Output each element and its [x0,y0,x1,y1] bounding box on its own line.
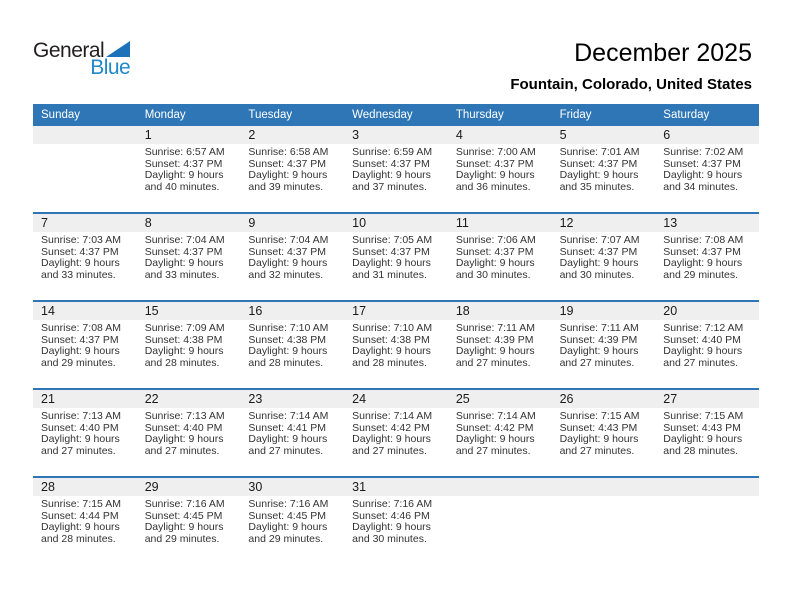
logo-triangle-icon [106,41,130,57]
day-number-18: 18 [455,304,470,318]
day-number-15: 15 [144,304,159,318]
day-info-line: Sunset: 4:45 PM [248,509,327,522]
day-cell-7 [33,232,137,300]
day-info-line: and 37 minutes. [352,180,427,193]
day-cell-5 [552,144,656,212]
day-info-line: Sunset: 4:37 PM [144,245,223,258]
day-info-line: and 27 minutes. [455,444,531,457]
day-info-line: Sunrise: 7:10 AM [248,322,329,334]
day-info-line: Daylight: 9 hours [41,345,120,358]
day-info-line: Sunrise: 7:16 AM [352,498,433,510]
day-cell-1 [137,144,241,212]
day-cell-19 [552,320,656,388]
logo-text-general: General [33,39,105,62]
day-info-line: Sunrise: 7:15 AM [559,410,640,422]
day-cell-30 [240,496,344,564]
day-info-line: and 29 minutes. [41,356,116,369]
day-info-line: Sunset: 4:37 PM [663,245,741,258]
day-info-line: Sunset: 4:42 PM [352,421,430,434]
day-number-band [33,478,759,496]
day-info-line: Sunrise: 7:16 AM [144,498,225,510]
logo-text-blue: Blue [90,56,131,79]
day-info-line: Sunrise: 7:05 AM [352,234,433,246]
day-info-line: Daylight: 9 hours [352,521,431,534]
day-info-line: Daylight: 9 hours [144,433,224,446]
day-info-line: Daylight: 9 hours [352,169,431,182]
day-cell-9 [240,232,344,300]
day-number-29: 29 [144,480,159,494]
day-number-19: 19 [559,304,574,318]
day-info-line: and 27 minutes. [41,444,116,457]
day-info-line: Sunrise: 7:04 AM [144,234,225,246]
day-info-line: and 28 minutes. [352,356,427,369]
day-info-line: Sunset: 4:37 PM [41,333,119,346]
day-cell-31 [344,496,448,564]
page-title: December 2025 [574,39,752,67]
week-body [33,496,759,564]
day-cell-17 [344,320,448,388]
weekday-header-wednesday: Wednesday [352,109,413,121]
day-cell-15 [137,320,241,388]
day-info-line: and 36 minutes. [455,180,531,193]
day-cell-28 [33,496,137,564]
day-number-30: 30 [248,480,263,494]
day-info-line: Daylight: 9 hours [455,257,535,270]
day-number-26: 26 [559,392,574,406]
day-info-line: Daylight: 9 hours [144,521,224,534]
day-number-13: 13 [663,216,678,230]
day-number-7: 7 [41,216,48,230]
day-info-line: Sunset: 4:37 PM [352,157,430,170]
weekday-header-friday: Friday [559,109,592,121]
day-cell-25 [448,408,552,476]
day-cell-23 [240,408,344,476]
day-cell-empty [448,496,552,564]
day-info-line: Daylight: 9 hours [559,257,639,270]
day-cell-2 [240,144,344,212]
day-number-11: 11 [455,216,469,230]
day-info-line: Daylight: 9 hours [559,345,639,358]
day-info-line: Daylight: 9 hours [559,169,639,182]
day-info-line: Daylight: 9 hours [144,257,224,270]
day-info-line: Daylight: 9 hours [352,433,431,446]
day-number-28: 28 [41,480,55,494]
day-cell-14 [33,320,137,388]
day-number-24: 24 [352,392,367,406]
day-info-line: Sunset: 4:38 PM [352,333,430,346]
day-info-line: and 28 minutes. [663,444,738,457]
day-info-line: and 30 minutes. [559,268,635,281]
day-number-23: 23 [248,392,263,406]
day-number-21: 21 [41,392,55,406]
day-info-line: Sunrise: 7:01 AM [559,146,640,158]
day-info-line: Sunset: 4:39 PM [455,333,534,346]
day-info-line: and 31 minutes. [352,268,427,281]
day-info-line: Daylight: 9 hours [455,169,535,182]
day-info-line: Sunrise: 7:15 AM [41,498,121,510]
day-info-line: Daylight: 9 hours [663,345,743,358]
day-number-17: 17 [352,304,367,318]
day-info-line: and 34 minutes. [663,180,738,193]
day-info-line: and 29 minutes. [663,268,738,281]
week-row-5 [33,476,759,564]
day-info-line: and 27 minutes. [663,356,738,369]
day-cell-empty [655,496,759,564]
day-info-line: Sunset: 4:43 PM [559,421,638,434]
day-cell-3 [344,144,448,212]
day-cell-6 [655,144,759,212]
calendar-grid [33,104,759,564]
day-cell-24 [344,408,448,476]
day-info-line: Sunset: 4:37 PM [144,157,223,170]
week-body [33,232,759,300]
day-cell-13 [655,232,759,300]
day-info-line: Daylight: 9 hours [663,257,743,270]
day-number-6: 6 [663,128,671,142]
day-info-line: Sunrise: 7:03 AM [41,234,121,246]
day-number-20: 20 [663,304,678,318]
day-info-line: and 35 minutes. [559,180,635,193]
weekday-header-monday: Monday [144,109,186,121]
day-info-line: Daylight: 9 hours [663,433,743,446]
day-info-line: Sunrise: 6:59 AM [352,146,433,158]
day-info-line: Sunset: 4:39 PM [559,333,638,346]
day-info-line: Daylight: 9 hours [248,169,328,182]
day-info-line: Sunset: 4:41 PM [248,421,327,434]
day-info-line: Sunrise: 7:02 AM [663,146,744,158]
day-info-line: Sunrise: 7:04 AM [248,234,329,246]
day-info-line: Sunrise: 7:11 AM [455,322,536,334]
day-info-line: Sunrise: 7:08 AM [41,322,121,334]
week-row-4 [33,388,759,476]
day-number-9: 9 [248,216,256,230]
day-info-line: Sunrise: 7:15 AM [663,410,744,422]
day-number-8: 8 [144,216,152,230]
day-info-line: and 27 minutes. [352,444,427,457]
day-info-line: Sunset: 4:40 PM [41,421,119,434]
day-info-line: and 40 minutes. [144,180,220,193]
weeks-container [33,126,759,564]
day-cell-26 [552,408,656,476]
day-info-line: and 28 minutes. [41,532,116,545]
day-number-22: 22 [144,392,159,406]
day-number-band [33,302,759,320]
day-info-line: Daylight: 9 hours [248,433,328,446]
day-number-1: 1 [144,128,152,142]
day-info-line: Sunset: 4:38 PM [144,333,223,346]
week-body [33,408,759,476]
day-info-line: Sunset: 4:40 PM [663,333,741,346]
day-info-line: and 32 minutes. [248,268,324,281]
day-cell-12 [552,232,656,300]
day-info-line: Daylight: 9 hours [144,345,224,358]
day-info-line: and 30 minutes. [352,532,427,545]
day-info-line: Sunrise: 7:00 AM [455,146,536,158]
day-cell-20 [655,320,759,388]
day-info-line: Sunset: 4:45 PM [144,509,223,522]
day-number-band [33,390,759,408]
day-info-line: Sunrise: 7:13 AM [144,410,225,422]
day-info-line: Sunset: 4:37 PM [352,245,430,258]
day-info-line: Daylight: 9 hours [352,257,431,270]
weekday-header-sunday: Sunday [41,109,81,121]
day-info-line: Sunrise: 6:57 AM [144,146,225,158]
day-info-line: Sunset: 4:37 PM [559,157,638,170]
day-info-line: Sunrise: 7:10 AM [352,322,433,334]
day-info-line: Sunrise: 7:09 AM [144,322,225,334]
day-info-line: Daylight: 9 hours [41,521,120,534]
day-info-line: and 27 minutes. [144,444,220,457]
day-info-line: and 28 minutes. [248,356,324,369]
day-info-line: Sunrise: 7:14 AM [352,410,433,422]
day-info-line: Sunset: 4:37 PM [41,245,119,258]
day-info-line: Sunset: 4:37 PM [663,157,741,170]
day-info-line: Sunset: 4:37 PM [455,157,534,170]
day-info-line: Sunset: 4:43 PM [663,421,741,434]
day-info-line: Sunrise: 6:58 AM [248,146,329,158]
day-number-3: 3 [352,128,360,142]
week-row-3 [33,300,759,388]
day-info-line: and 27 minutes. [455,356,531,369]
day-info-line: Daylight: 9 hours [352,345,431,358]
day-info-line: Sunset: 4:37 PM [559,245,638,258]
day-info-line: Sunset: 4:40 PM [144,421,223,434]
weekday-header-thursday: Thursday [455,109,504,121]
day-info-line: Sunset: 4:37 PM [248,157,327,170]
day-cell-18 [448,320,552,388]
day-cell-11 [448,232,552,300]
day-info-line: and 30 minutes. [455,268,531,281]
day-cell-21 [33,408,137,476]
day-info-line: Sunset: 4:37 PM [455,245,534,258]
day-info-line: Sunset: 4:37 PM [248,245,327,258]
day-info-line: Sunrise: 7:07 AM [559,234,640,246]
day-number-27: 27 [663,392,678,406]
day-cell-empty [552,496,656,564]
day-number-band [33,126,759,144]
day-info-line: and 27 minutes. [559,356,635,369]
day-info-line: Sunrise: 7:12 AM [663,322,744,334]
day-cell-8 [137,232,241,300]
day-info-line: and 28 minutes. [144,356,220,369]
day-info-line: Daylight: 9 hours [663,169,743,182]
day-info-line: and 29 minutes. [144,532,220,545]
day-info-line: Daylight: 9 hours [248,521,328,534]
day-info-line: Daylight: 9 hours [41,257,120,270]
day-info-line: and 33 minutes. [144,268,220,281]
day-info-line: Daylight: 9 hours [455,433,535,446]
day-info-line: Daylight: 9 hours [248,345,328,358]
page-subtitle: Fountain, Colorado, United States [510,75,752,93]
day-cell-27 [655,408,759,476]
weekday-header-row [33,104,759,126]
day-info-line: and 33 minutes. [41,268,116,281]
day-info-line: Sunset: 4:44 PM [41,509,119,522]
day-info-line: Sunrise: 7:08 AM [663,234,744,246]
day-cell-29 [137,496,241,564]
weekday-header-tuesday: Tuesday [248,109,293,121]
day-info-line: Sunrise: 7:13 AM [41,410,121,422]
day-info-line: Sunset: 4:38 PM [248,333,327,346]
day-number-16: 16 [248,304,263,318]
week-body [33,144,759,212]
day-info-line: Sunrise: 7:14 AM [455,410,536,422]
weekday-header-saturday: Saturday [663,109,710,121]
day-info-line: Daylight: 9 hours [455,345,535,358]
day-number-10: 10 [352,216,367,230]
day-info-line: Daylight: 9 hours [144,169,224,182]
day-cell-22 [137,408,241,476]
day-info-line: Sunrise: 7:11 AM [559,322,639,334]
day-info-line: Sunrise: 7:16 AM [248,498,329,510]
day-number-12: 12 [559,216,574,230]
day-number-14: 14 [41,304,55,318]
week-row-1 [33,126,759,212]
day-cell-16 [240,320,344,388]
day-info-line: and 27 minutes. [559,444,635,457]
day-cell-4 [448,144,552,212]
day-number-25: 25 [455,392,470,406]
day-number-31: 31 [352,480,367,494]
day-number-4: 4 [455,128,463,142]
day-info-line: Daylight: 9 hours [559,433,639,446]
day-info-line: and 27 minutes. [248,444,324,457]
day-info-line: Daylight: 9 hours [41,433,120,446]
day-info-line: and 39 minutes. [248,180,324,193]
day-number-5: 5 [559,128,567,142]
day-cell-10 [344,232,448,300]
page-header [0,0,792,104]
day-cell-empty [33,144,137,212]
day-info-line: Sunrise: 7:06 AM [455,234,536,246]
day-info-line: Sunrise: 7:14 AM [248,410,329,422]
week-row-2 [33,212,759,300]
day-number-band [33,214,759,232]
week-body [33,320,759,388]
general-blue-logo [33,40,130,78]
day-number-2: 2 [248,128,256,142]
title-block [510,40,752,93]
day-info-line: Sunset: 4:42 PM [455,421,534,434]
day-info-line: Daylight: 9 hours [248,257,328,270]
day-info-line: Sunset: 4:46 PM [352,509,430,522]
day-info-line: and 29 minutes. [248,532,324,545]
